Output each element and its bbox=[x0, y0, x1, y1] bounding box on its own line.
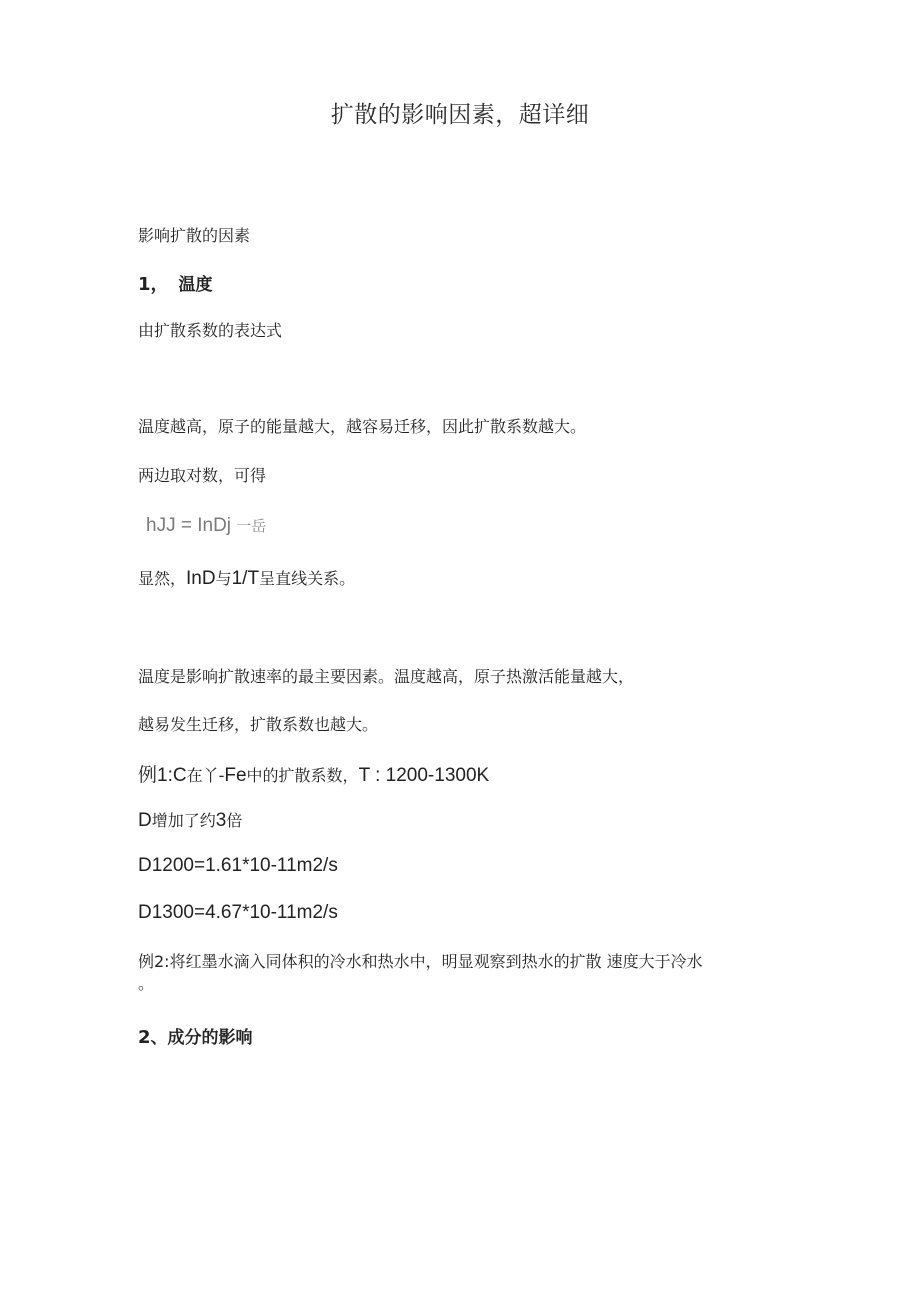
linear-relation-text bbox=[138, 566, 355, 590]
section-1-number: 1， bbox=[138, 274, 169, 295]
section-2-heading bbox=[138, 1023, 253, 1048]
d1300-value: D1300=4.67*10-11m2/s bbox=[138, 902, 338, 923]
formula-tail: 一岳 bbox=[236, 517, 267, 535]
d1200-value: D1200=1.61*10-11m2/s bbox=[138, 855, 338, 876]
linear-part-b: InD bbox=[186, 568, 216, 589]
d-increase-part-d: 倍 bbox=[226, 811, 243, 830]
intro-text: 影响扩散的因素 bbox=[138, 226, 251, 245]
linear-part-d: 1/T bbox=[231, 568, 260, 589]
example-1-part-e: T : 1200-1300K bbox=[358, 765, 490, 786]
section-1-heading bbox=[138, 270, 213, 296]
example-1-text bbox=[138, 760, 489, 787]
linear-part-c: 与 bbox=[215, 569, 232, 588]
easier-migration-text: 越易发生迁移，扩散系数也越大。 bbox=[138, 715, 379, 734]
section-2-title: 、成分的影响 bbox=[150, 1028, 253, 1048]
take-log-text: 两边取对数，可得 bbox=[138, 466, 267, 485]
expression-intro-text: 由扩散系数的表达式 bbox=[138, 321, 283, 340]
d-increase-part-b: 增加了约 bbox=[151, 811, 216, 830]
example-2-line-1: 例2:将红墨水滴入同体积的冷水和热水中，明显观察到热水的扩散 速度大于冷水 bbox=[138, 952, 703, 971]
example-2-line-2: 。 bbox=[138, 974, 155, 993]
document-title: 扩散的影响因素，超详细 bbox=[330, 102, 590, 128]
section-2-number: 2 bbox=[138, 1027, 151, 1048]
d-increase-part-c: 3 bbox=[215, 810, 227, 831]
section-1-title: 温度 bbox=[178, 275, 213, 295]
log-formula bbox=[146, 515, 266, 537]
linear-part-a: 显然， bbox=[138, 569, 187, 588]
example-2-paragraph bbox=[138, 951, 778, 995]
linear-part-e: 呈直线关系。 bbox=[259, 569, 356, 588]
example-1-part-c: Fe bbox=[224, 765, 247, 786]
example-1-part-a: 例1:C bbox=[138, 765, 187, 786]
temperature-effect-text: 温度越高，原子的能量越大，越容易迁移，因此扩散系数越大。 bbox=[138, 417, 587, 436]
d-increase-part-a: D bbox=[138, 810, 152, 831]
example-1-part-d: 中的扩散系数， bbox=[246, 766, 359, 785]
example-1-part-b: 在丫- bbox=[186, 766, 225, 785]
main-factor-text: 温度是影响扩散速率的最主要因素。温度越高，原子热激活能量越大， bbox=[138, 667, 635, 686]
formula-main: hJJ = InDj bbox=[146, 515, 237, 536]
d-increase-text bbox=[138, 808, 242, 832]
